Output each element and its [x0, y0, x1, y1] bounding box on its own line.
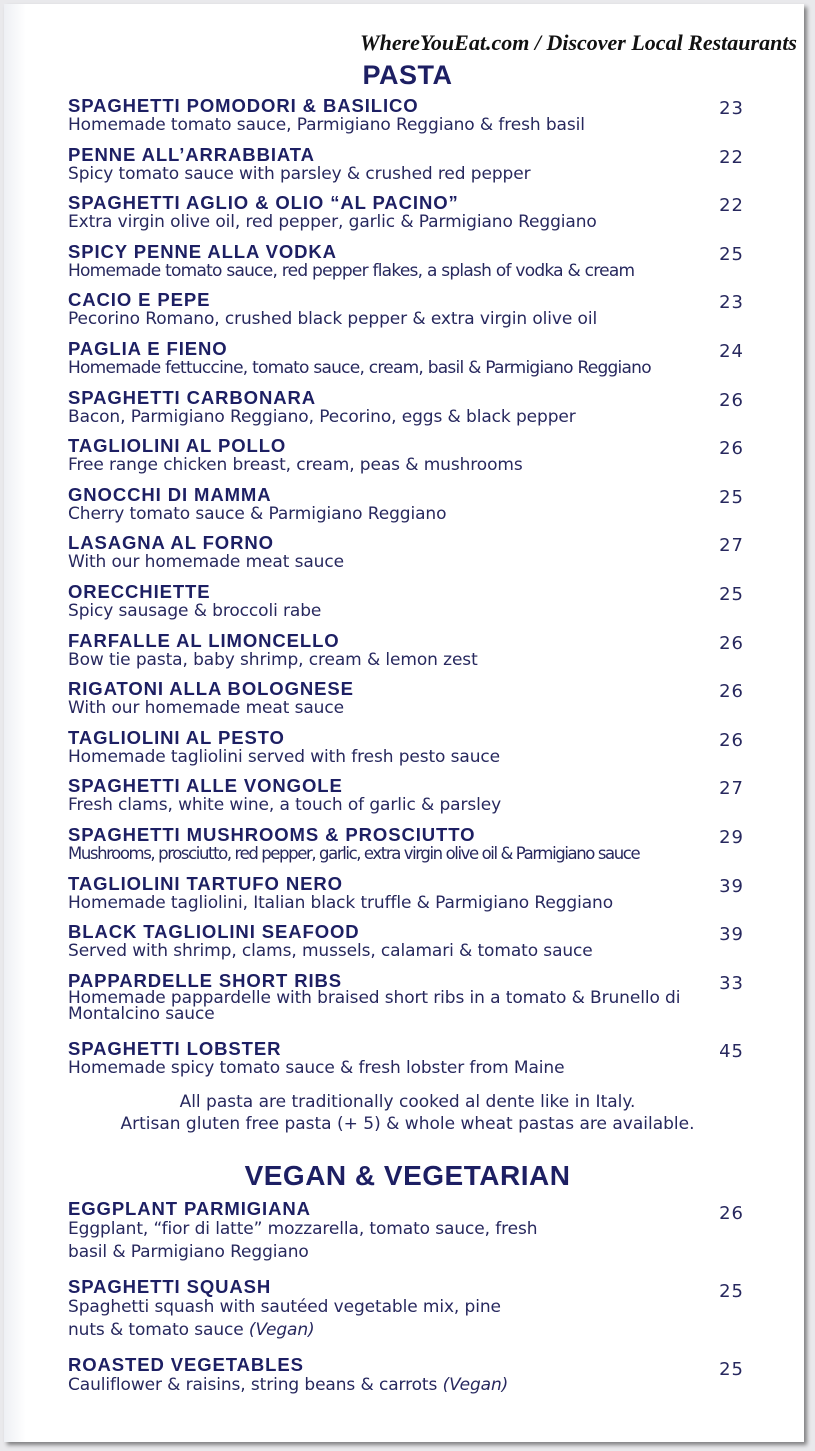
item-description-text: Eggplant, “fior di latte” mozzarella, tomato sauce, fresh basil & Parmigiano Reggiano [68, 1219, 538, 1262]
item-name: SPAGHETTI AGLIO & OLIO “AL PACINO” [68, 192, 459, 214]
item-price: 22 [719, 146, 744, 168]
item-name: GNOCCHI DI MAMMA [68, 483, 272, 505]
item-description: Cherry tomato sauce & Parmigiano Reggiano [68, 503, 447, 524]
site-watermark: WhereYouEat.com / Discover Local Restaurants [360, 30, 797, 55]
item-description: Homemade tomato sauce, red pepper flakes, a splash of vodka & cream [68, 260, 635, 281]
menu-item [68, 436, 744, 485]
item-price: 33 [719, 972, 744, 994]
pasta-notes [0, 1091, 815, 1135]
item-price: 25 [719, 1359, 744, 1380]
item-description: Homemade tomato sauce, Parmigiano Reggiano & fresh basil [68, 115, 585, 135]
item-name: SPAGHETTI CARBONARA [68, 386, 317, 408]
item-price: 23 [719, 98, 744, 119]
item-name: LASAGNA AL FORNO [68, 532, 274, 554]
item-description: Bow tie pasta, baby shrimp, cream & lemon zest [68, 649, 478, 670]
item-description: Homemade fettuccine, tomato sauce, cream, basil & Parmigiano Reggiano [68, 357, 651, 378]
menu-item [68, 825, 744, 874]
pasta-section-title: PASTA [362, 60, 453, 90]
item-description: Mushrooms, prosciutto, red pepper, garlic, extra virgin olive oil & Parmigiano sauce [68, 843, 640, 863]
item-description: Homemade tagliolini, Italian black truffle & Parmigiano Reggiano [68, 892, 614, 913]
menu-item [68, 631, 744, 680]
item-description: Homemade pappardelle with braised short ribs in a tomato & Brunello di Montalcino sauce [68, 987, 681, 1024]
vegan-section-title: VEGAN & VEGETARIAN [244, 1160, 571, 1191]
item-price: 26 [719, 1203, 744, 1224]
item-description: Homemade spicy tomato sauce & fresh lobster from Maine [68, 1057, 565, 1078]
item-price: 26 [719, 389, 744, 411]
item-name: SPAGHETTI POMODORI & BASILICO [68, 95, 419, 116]
menu-item [68, 776, 744, 825]
menu-item [68, 242, 744, 291]
item-description: Extra virgin olive oil, red pepper, garlic & Parmigiano Reggiano [68, 212, 597, 233]
item-name: SPAGHETTI SQUASH [68, 1276, 272, 1297]
item-name: PAPPARDELLE SHORT RIBS [68, 969, 343, 991]
item-price: 22 [719, 195, 744, 217]
item-name: SPAGHETTI LOBSTER [68, 1037, 282, 1059]
menu-item [68, 145, 744, 194]
item-price: 25 [719, 583, 744, 605]
item-description: Fresh clams, white wine, a touch of garlic & parsley [68, 795, 502, 816]
menu-item [68, 728, 744, 777]
item-name: RIGATONI ALLA BOLOGNESE [68, 678, 354, 700]
item-description: Served with shrimp, clams, mussels, calamari & tomato sauce [68, 941, 593, 962]
item-description-text: Spaghetti squash with sautéed vegetable mix, pine nuts & tomato sauce [68, 1297, 501, 1340]
item-price: 25 [719, 1281, 744, 1302]
item-name: FARFALLE AL LIMONCELLO [68, 629, 340, 651]
menu-item [68, 922, 744, 971]
item-name: PAGLIA E FIENO [68, 337, 228, 359]
item-name: ORECCHIETTE [68, 580, 211, 602]
item-name: TAGLIOLINI TARTUFO NERO [68, 872, 343, 894]
item-description: Spicy tomato sauce with parsley & crushed red pepper [68, 163, 531, 184]
menu-item [68, 1355, 744, 1433]
vegan-menu-list [68, 1199, 744, 1433]
item-price: 29 [719, 826, 744, 848]
menu-item [68, 388, 744, 437]
item-price: 27 [719, 535, 744, 557]
menu-item [68, 339, 744, 388]
item-name: PENNE ALL’ARRABBIATA [68, 143, 315, 165]
item-name: CACIO E PEPE [68, 289, 211, 311]
item-description [68, 1374, 538, 1397]
item-price: 39 [719, 875, 744, 897]
item-price: 26 [719, 438, 744, 460]
item-price: 26 [719, 729, 744, 751]
item-name: SPAGHETTI MUSHROOMS & PROSCIUTTO [68, 823, 476, 845]
menu-item [68, 1039, 744, 1088]
menu-item [68, 533, 744, 582]
page-edge-shadow [4, 4, 26, 1442]
pasta-note: All pasta are traditionally cooked al dente like in Italy. [179, 1092, 636, 1112]
menu-item [68, 96, 744, 145]
item-price: 23 [719, 292, 744, 314]
menu-item [68, 971, 744, 1039]
menu-item [68, 874, 744, 923]
item-price: 45 [719, 1040, 744, 1062]
item-description-text: Cauliflower & raisins, string beans & carrots [68, 1375, 438, 1395]
item-name: BLACK TAGLIOLINI SEAFOOD [68, 921, 360, 943]
pasta-note: Artisan gluten free pasta (+ 5) & whole wheat pastas are available. [120, 1114, 695, 1134]
item-description: With our homemade meat sauce [68, 552, 344, 573]
item-description: Bacon, Parmigiano Reggiano, Pecorino, eggs & black pepper [68, 406, 576, 427]
vegan-note: (Vegan) [248, 1320, 315, 1340]
menu-item [68, 679, 744, 728]
pasta-menu-list [68, 96, 744, 1087]
item-description [68, 1296, 538, 1342]
item-description: Free range chicken breast, cream, peas & mushrooms [68, 455, 523, 476]
menu-item [68, 582, 744, 631]
item-price: 26 [719, 632, 744, 654]
item-price: 26 [719, 681, 744, 703]
menu-item [68, 1277, 744, 1355]
item-description: Pecorino Romano, crushed black pepper & extra virgin olive oil [68, 309, 598, 330]
item-name: TAGLIOLINI AL POLLO [68, 435, 287, 457]
item-price: 39 [719, 924, 744, 946]
item-name: SPAGHETTI ALLE VONGOLE [68, 775, 343, 797]
item-name: EGGPLANT PARMIGIANA [68, 1198, 311, 1219]
menu-item [68, 485, 744, 534]
menu-item [68, 290, 744, 339]
item-price: 25 [719, 243, 744, 265]
item-name: ROASTED VEGETABLES [68, 1354, 304, 1375]
item-name: SPICY PENNE ALLA VODKA [68, 240, 337, 262]
vegan-note: (Vegan) [442, 1375, 509, 1395]
item-description: Spicy sausage & broccoli rabe [68, 600, 322, 621]
item-price: 25 [719, 486, 744, 508]
item-description: With our homemade meat sauce [68, 698, 344, 719]
menu-item [68, 193, 744, 242]
item-price: 24 [719, 340, 744, 362]
item-description [68, 1218, 538, 1264]
item-name: TAGLIOLINI AL PESTO [68, 726, 285, 748]
menu-item [68, 1199, 744, 1277]
item-price: 27 [719, 778, 744, 800]
item-description: Homemade tagliolini served with fresh pesto sauce [68, 746, 501, 767]
